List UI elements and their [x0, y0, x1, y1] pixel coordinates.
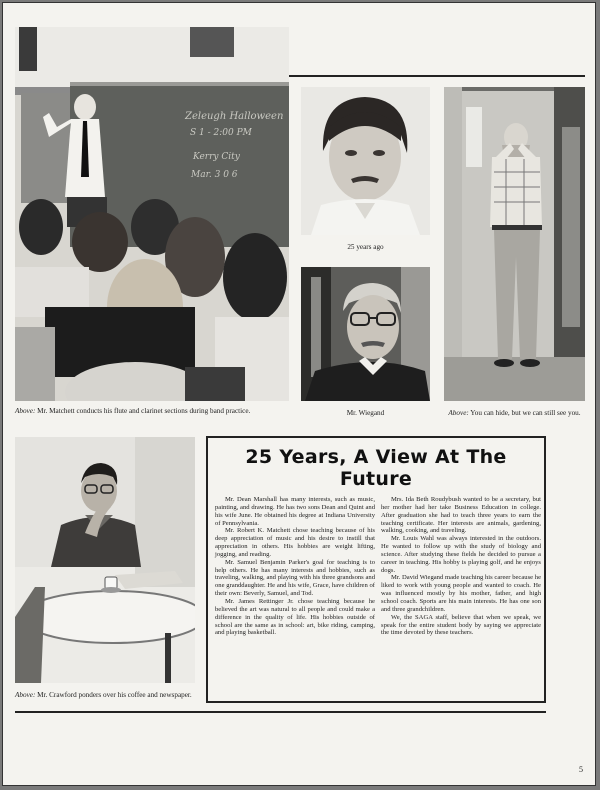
wiegand-caption: Mr. Wiegand: [346, 409, 385, 417]
article-headline: 25 Years, A View At The Future: [245, 446, 507, 490]
mr-wiegand-photo: [301, 267, 430, 401]
paragraph: Mr. Robert K. Matchett chose teaching because of his deep appreciation of music and his desire to instill that appreciation in others. His hobbies are weight lifting, jogging, and reading.: [215, 527, 375, 558]
years-ago-caption: 25 years ago: [347, 243, 384, 251]
article-right-column: [381, 496, 541, 637]
mr-crawford-photo: [15, 437, 195, 683]
chalkboard-text-3: Kerry City: [193, 152, 240, 162]
paragraph: Mr. Dean Marshall has many interests, such as music, painting, and drawing. He has two sons Dean and Quint and his wife June. He obtained his degree at Indiana University of Pennsylvania.: [215, 496, 375, 527]
hide-caption: [444, 409, 585, 418]
caption-lead: Above:: [15, 691, 36, 699]
article-left-column: [215, 496, 375, 637]
paragraph: Mr. Louis Wahl was always interested in the outdoors. He wanted to follow up with the study of biology and science. After studying these fields he decided to pursue a career in teaching. His hobby is playing golf, and he enjoys dogs.: [381, 535, 541, 574]
man-hiding-photo: [444, 87, 585, 401]
bottom-rule: [15, 711, 546, 713]
paragraph: Mr. David Wiegand made teaching his career because he liked to work with young people and wanted to coach. He was influenced mostly by his mother, father, and high school coach. Sports are his main interests. He has one son and three grandchildren.: [381, 574, 541, 613]
portrait-25-years-ago-photo: [301, 87, 430, 235]
chalkboard-text-4: Mar. 3 0 6: [191, 170, 238, 180]
caption-text: Mr. Matchett conducts his flute and clarinet sections during band practice.: [35, 407, 251, 415]
paragraph: We, the SAGA staff, believe that when we speak, we speak for the entire student body by saying we appreciate the time devoted by these teachers.: [381, 613, 541, 637]
top-rule: [289, 75, 585, 77]
caption-text: You can hide, but we can still see you.: [468, 409, 581, 417]
paragraph: Mr. Samuel Benjamin Parker's goal for teaching is to help others. He has many interests and hobbies, such as traveling, walking, and playing with his three grandsons and one granddaughter. He and his wife, Grace, have children of their own: Beverly, Samuel, and Tod.: [215, 558, 375, 598]
chalkboard-text-2: S 1 - 2:00 PM: [190, 128, 252, 138]
paragraph: Mr. James Rettinger Jr. chose teaching because he believed the art was natural to all people and could make a difference in the quality of life. His hobbies outside of school are the same as in school: art, bike riding, camping, and playing basketball.: [215, 597, 375, 637]
yearbook-page: [2, 2, 596, 786]
chalkboard-text-1: Zeleugh Halloween: [185, 111, 284, 122]
band-practice-photo: [15, 27, 289, 401]
page-number: 5: [579, 765, 583, 774]
band-practice-caption: [15, 407, 289, 416]
paragraph: Mrs. Ida Beth Roudybush wanted to be a secretary, but her mother had her take Business Education in college. After graduation she had to teach three years to earn the teaching certificate. Her interests are animals, gardening, walking, cooking, and traveling.: [381, 496, 541, 535]
caption-lead: Above:: [15, 407, 36, 415]
caption-lead: Above:: [448, 409, 469, 417]
crawford-caption: [15, 691, 195, 700]
caption-text: Mr. Crawford ponders over his coffee and newspaper.: [35, 691, 192, 699]
